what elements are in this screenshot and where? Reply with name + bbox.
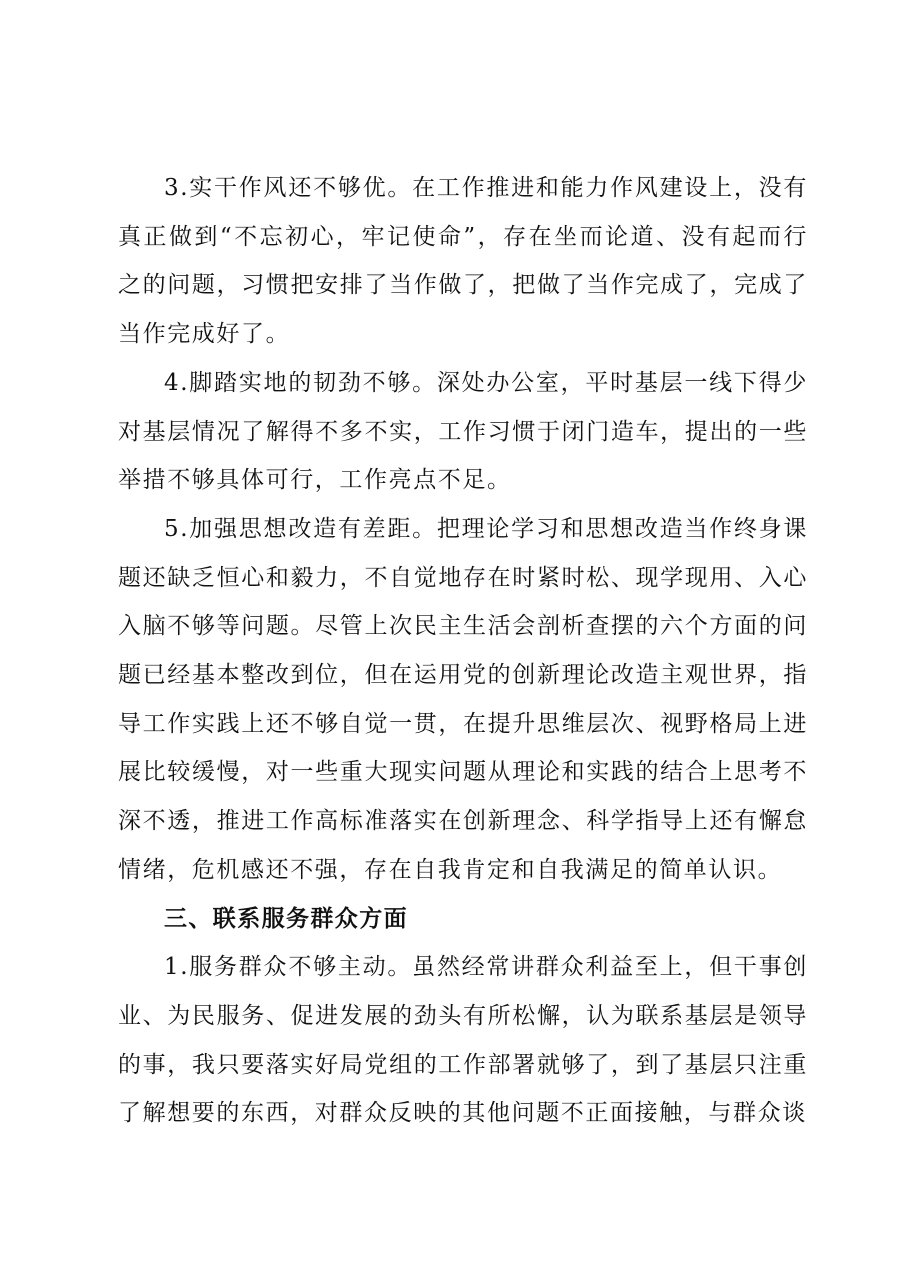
paragraph-ideological-reform: 5.加强思想改造有差距。把理论学习和思想改造当作终身课题还缺乏恒心和毅力，不自觉地存在时紧时松、现学现用、入心入脑不够等问题。尽管上次民主生活会剖析查摆的六个方面的问题已经基本整改到位，但在运用党的创新理论改造主观世界，指导工作实践上还不够自觉一贯，在提升思维层次、视野格局上进展比较缓慢，对一些重大现实问题从理论和实践的结合上思考不深不透，推进工作高标准落实在创新理念、科学指导上还有懈怠情绪，危机感还不强，存在自我肯定和自我满足的简单认识。 <box>118 515 808 883</box>
paragraph-down-to-earth: 4.脚踏实地的韧劲不够。深处办公室，平时基层一线下得少对基层情况了解得不多不实，工作习惯于闭门造车，提出的一些举措不够具体可行，工作亮点不足。 <box>118 369 808 494</box>
paragraph-serving-masses: 1.服务群众不够主动。虽然经常讲群众利益至上，但干事创业、为民服务、促进发展的劲头有所松懈，认为联系基层是领导的事，我只要落实好局党组的工作部署就够了，到了基层只注重了解想要的东西，对群众反映的其他问题不正面接触，与群众谈 <box>118 954 808 1127</box>
paragraph-work-style: 3.实干作风还不够优。在工作推进和能力作风建设上，没有真正做到“不忘初心，牢记使命”，存在坐而论道、没有起而行之的问题，习惯把安排了当作做了，把做了当作完成了，完成了当作完成好了。 <box>118 175 808 348</box>
document-body <box>118 164 808 1138</box>
section-heading-serving-masses: 三、联系服务群众方面 <box>164 905 408 932</box>
